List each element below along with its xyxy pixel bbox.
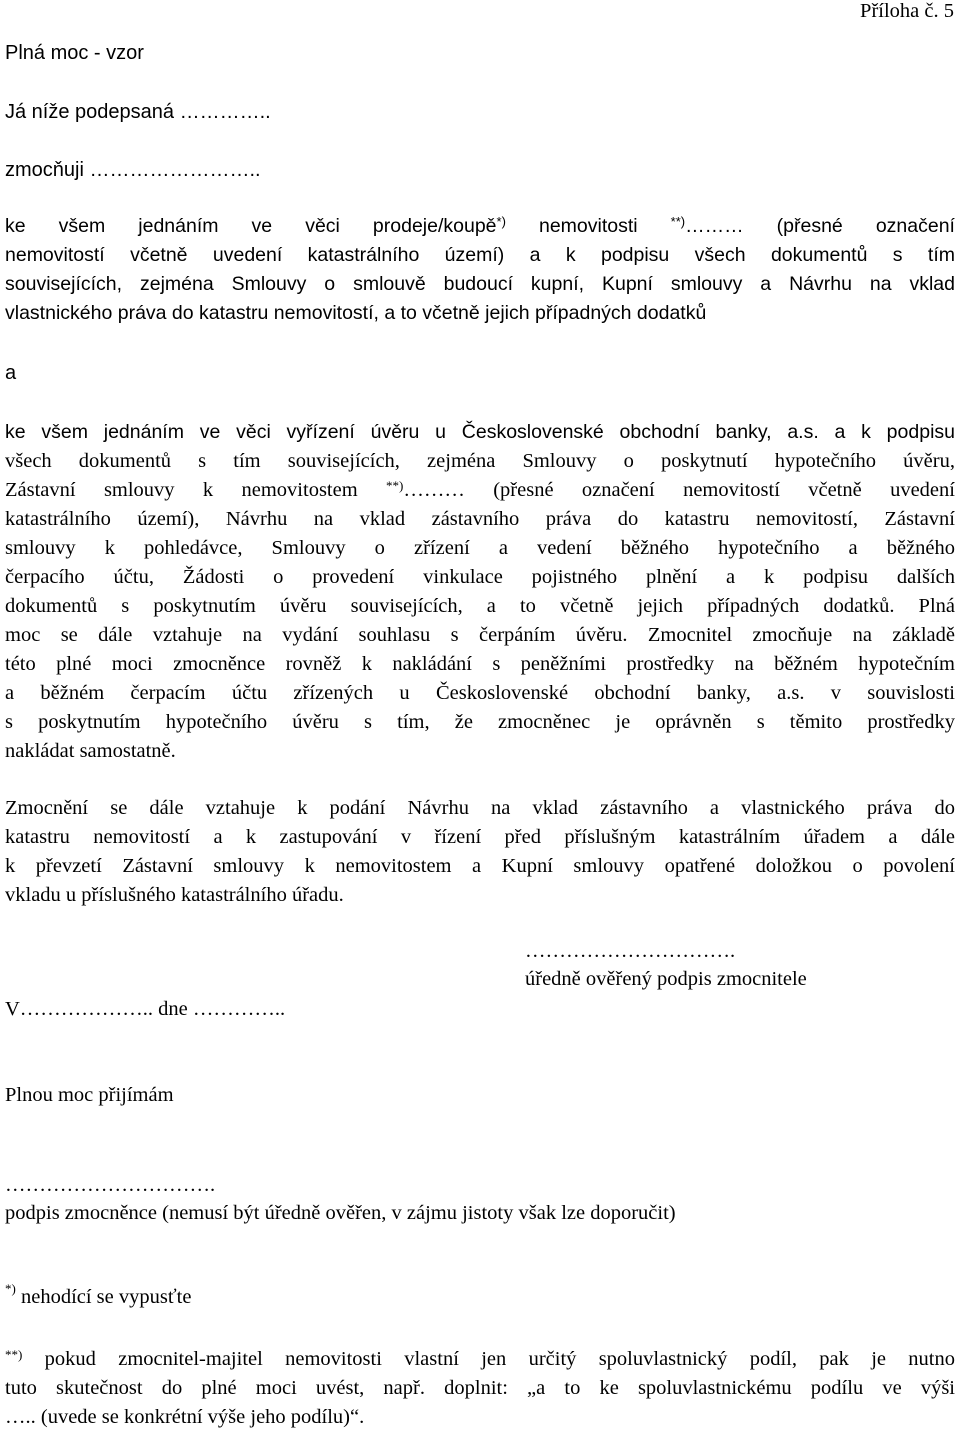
paragraph-sale [5, 212, 955, 328]
footnote-text: nehodící se vypusťte [15, 1286, 192, 1308]
paragraph-line: ke všem jednáním ve věci vyřízení úvěru u Československé obchodní banky, a.s. a k podpisu [5, 421, 955, 443]
agent-signature-label: podpis zmocněnce (nemusí být úředně ověřen, v zájmu jistoty však lze doporučit) [5, 1202, 676, 1224]
paragraph-line: katastrálního území), Návrhu na vklad zástavního práva do katastru nemovitostí, Zástavní [5, 508, 955, 530]
footnote-ref: **) [670, 214, 686, 229]
text-fragment: ke všem jednáním ve věci prodeje/koupě [5, 215, 497, 237]
document-title: Plná moc - vzor [5, 42, 144, 64]
text-fragment: nemovitosti [505, 215, 671, 237]
paragraph-line: souvisejících, zejména Smlouvy o smlouvě budoucí kupní, Kupní smlouvy a Návrhu na vklad [5, 273, 955, 295]
paragraph-line: moc se dále vztahuje na vydání souhlasu s čerpáním úvěru. Zmocnitel zmocňuje na základě [5, 624, 955, 646]
paragraph-line: všech dokumentů s tím souvisejících, zejména Smlouvy o poskytnutí hypotečního úvěru, [5, 450, 955, 472]
paragraph-line: Zmocnění se dále vztahuje k podání Návrhu na vklad zástavního a vlastnického práva do [5, 797, 955, 819]
signature-label: úředně ověřený podpis zmocnitele [525, 968, 807, 990]
authorize-line: zmocňuji …………………….. [5, 159, 261, 181]
footnote-mark: *) [5, 1281, 16, 1296]
paragraph-line: nemovitostí včetně uvedení katastrálního území) a k podpisu všech dokumentů s tím [5, 244, 955, 266]
paragraph-line [5, 1345, 955, 1374]
paragraph-line: tuto skutečnost do plné moci uvést, např. doplnit: „a to ke spoluvlastnickému podílu ve výši [5, 1377, 955, 1399]
paragraph-loan [5, 418, 955, 447]
footnote-1 [5, 1281, 192, 1309]
footnote-mark: **) [5, 1347, 23, 1362]
footnote-ref: *) [496, 214, 506, 229]
attachment-label: Příloha č. 5 [860, 0, 954, 22]
paragraph-line: čerpacího účtu, Žádosti o provedení vinkulace pojistného plnění a k podpisu dalších [5, 566, 955, 588]
text-fragment: Zástavní smlouvy k nemovitostem [5, 479, 387, 501]
paragraph-line [5, 476, 955, 505]
place-date-line: V……………….. dne ………….. [5, 998, 286, 1020]
footnote-2 [5, 1345, 955, 1432]
conjunction-and: a [5, 362, 17, 384]
acceptance-heading: Plnou moc přijímám [5, 1084, 174, 1106]
footnote-text: pokud zmocnitel-majitel nemovitosti vlastní jen určitý spoluvlastnický podíl, pak je nutno [22, 1348, 955, 1370]
footnote-ref: **) [386, 478, 404, 493]
paragraph-line: vlastnického práva do katastru nemovitostí, a to včetně jejich případných dodatků [5, 302, 707, 324]
paragraph-line: k převzetí Zástavní smlouvy k nemovitostem a Kupní smlouvy opatřené doložkou o povolení [5, 855, 955, 877]
paragraph-registration [5, 794, 955, 910]
text-fragment: ……… (přesné označení nemovitostí včetně uvedení [403, 479, 955, 501]
paragraph-line: a běžném čerpacím účtu zřízených u Československé obchodní banky, a.s. v souvislosti [5, 682, 955, 704]
signature-dots: …………………………. [525, 940, 736, 962]
paragraph-line: s poskytnutím hypotečního úvěru s tím, že zmocněnec je oprávněn s těmito prostředky [5, 711, 955, 733]
paragraph-line: ….. (uvede se konkrétní výše jeho podílu)“. [5, 1406, 365, 1428]
paragraph-line: této plné moci zmocněnce rovněž k nakládání s peněžními prostředky na běžném hypotečním [5, 653, 955, 675]
text-fragment: ……… (přesné označení [685, 215, 955, 237]
agent-signature-dots: …………………………. [5, 1174, 216, 1196]
paragraph-line: vkladu u příslušného katastrálního úřadu. [5, 884, 344, 906]
paragraph-line: dokumentů s poskytnutím úvěru souvisejících, a to včetně jejich případných dodatků. Plná [5, 595, 955, 617]
paragraph-loan-body [5, 447, 955, 766]
paragraph-line: nakládat samostatně. [5, 740, 176, 762]
paragraph-line: katastru nemovitostí a k zastupování v řízení před příslušným katastrálním úřadem a dále [5, 826, 955, 848]
signed-line: Já níže podepsaná ………….. [5, 101, 271, 123]
paragraph-line: smlouvy k pohledávce, Smlouvy o zřízení a vedení běžného hypotečního a běžného [5, 537, 955, 559]
paragraph-line [5, 212, 955, 241]
